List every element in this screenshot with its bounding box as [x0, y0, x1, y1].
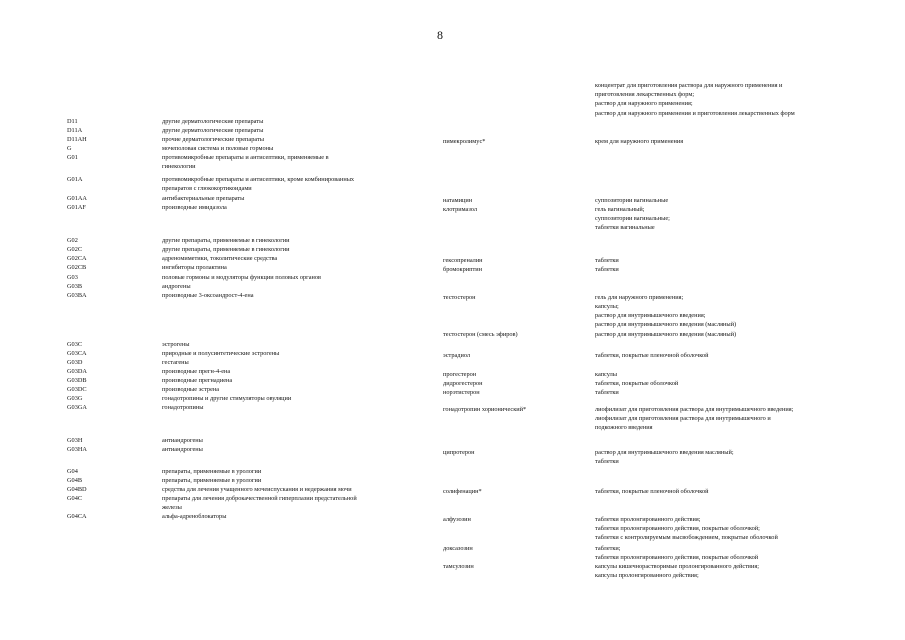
- group-name: препараты, применяемые в урологии: [162, 477, 262, 484]
- group-name: производные прегн-4-ена: [162, 368, 231, 375]
- dosage-form: капсулы: [595, 371, 618, 378]
- drug-name: гексопреналин: [443, 257, 483, 264]
- group-name: антиандрогены: [162, 437, 203, 444]
- atc-code: G03BA: [67, 292, 87, 299]
- dosage-form-cont: лиофилизат для приготовления раствора для внутримышечного и: [595, 415, 771, 422]
- group-name: производные эстрена: [162, 386, 220, 393]
- group-name: антиандрогены: [162, 446, 203, 453]
- group-name: препараты, применяемые в урологии: [162, 468, 262, 475]
- dosage-form: таблетки, покрытые пленочной оболочкой: [595, 488, 709, 495]
- group-name: производные имидазола: [162, 204, 227, 211]
- group-name: средства для лечения учащенного мочеиспускания и недержания мочи: [162, 486, 352, 493]
- dosage-form: раствор для внутримышечного введения масляный;: [595, 449, 734, 456]
- drug-name: дидрогестерон: [443, 380, 483, 387]
- dosage-form: крем для наружного применения: [595, 138, 684, 145]
- dosage-form: капсулы кишечнорастворимые пролонгированного действия;: [595, 563, 759, 570]
- atc-code: G01: [67, 154, 78, 161]
- dosage-form-cont: капсулы;: [595, 303, 619, 310]
- group-name: андрогены: [162, 283, 191, 290]
- atc-code: G02C: [67, 246, 83, 253]
- group-name: мочеполовая система и половые гормоны: [162, 145, 274, 152]
- atc-code: G01AF: [67, 204, 86, 211]
- dosage-form: таблетки, покрытые пленочной оболочкой: [595, 352, 709, 359]
- atc-code: G: [67, 145, 72, 152]
- group-name-cont: железы: [162, 504, 182, 511]
- group-name: ингибиторы пролактина: [162, 264, 227, 271]
- atc-code: G03DA: [67, 368, 87, 375]
- dosage-form-cont: таблетки с контролируемым высвобождением, покрытые оболочкой: [595, 534, 778, 541]
- form-line: раствор для наружного применения;: [595, 100, 693, 107]
- atc-code: D11: [67, 118, 78, 125]
- atc-code: G04B: [67, 477, 83, 484]
- form-line: приготовления лекарственных форм;: [595, 91, 695, 98]
- atc-code: G03C: [67, 341, 83, 348]
- atc-code: G04BD: [67, 486, 87, 493]
- group-name: адреномиметики, токолитические средства: [162, 255, 278, 262]
- group-name: другие препараты, применяемые в гинекологии: [162, 246, 290, 253]
- dosage-form: таблетки: [595, 266, 619, 273]
- group-name: другие дерматологические препараты: [162, 118, 264, 125]
- dosage-form: таблетки;: [595, 545, 621, 552]
- dosage-form: таблетки, покрытые оболочкой: [595, 380, 679, 387]
- atc-code: G03B: [67, 283, 83, 290]
- drug-name: прогестерон: [443, 371, 477, 378]
- drug-name: пимекролимус*: [443, 138, 486, 145]
- drug-name: тамсулозин: [443, 563, 474, 570]
- atc-code: G03G: [67, 395, 83, 402]
- group-name: половые гормоны и модуляторы функции половых органов: [162, 274, 322, 281]
- page-number: 8: [437, 28, 443, 42]
- dosage-form: таблетки: [595, 257, 619, 264]
- group-name: гонадотропины и другие стимуляторы овуляции: [162, 395, 292, 402]
- atc-code: G03CA: [67, 350, 87, 357]
- group-name: альфа-адреноблокаторы: [162, 513, 227, 520]
- atc-code: G03GA: [67, 404, 87, 411]
- group-name: гонадотропины: [162, 404, 204, 411]
- drug-name: ципротерон: [443, 449, 475, 456]
- dosage-form-cont: суппозитории вагинальные;: [595, 215, 670, 222]
- dosage-form: гель вагинальный;: [595, 206, 645, 213]
- group-name: противомикробные препараты и антисептики, применяемые в: [162, 154, 329, 161]
- drug-name: гонадотропин хорионический*: [443, 406, 527, 413]
- dosage-form: раствор для внутримышечного введения (масляный): [595, 331, 737, 338]
- dosage-form: лиофилизат для приготовления раствора для внутримышечного введения;: [595, 406, 794, 413]
- form-line: раствор для наружного применения и приготовления лекарственных форм: [595, 110, 795, 117]
- atc-code: G04: [67, 468, 78, 475]
- group-name-cont: гинекологии: [162, 163, 196, 170]
- group-name: гестагены: [162, 359, 189, 366]
- group-name: препараты для лечения доброкачественной гиперплазии предстательной: [162, 495, 357, 502]
- dosage-form: гель для наружного применения;: [595, 294, 684, 301]
- atc-code: G03: [67, 274, 78, 281]
- dosage-form-cont: раствор для внутримышечного введения (масляный): [595, 321, 737, 328]
- dosage-form: таблетки пролонгированного действия;: [595, 516, 701, 523]
- drug-name: алфузозин: [443, 516, 471, 523]
- group-name: производные прегнадиена: [162, 377, 233, 384]
- dosage-form-cont: капсулы пролонгированного действия;: [595, 572, 699, 579]
- group-name: другие препараты, применяемые в гинекологии: [162, 237, 290, 244]
- atc-code: G01A: [67, 176, 83, 183]
- dosage-form-cont: подкожного введения: [595, 424, 653, 431]
- atc-code: D11AH: [67, 136, 87, 143]
- group-name: прочие дерматологические препараты: [162, 136, 264, 143]
- dosage-form-cont: таблетки пролонгированного действия, покрытые оболочкой;: [595, 525, 760, 532]
- dosage-form-cont: таблетки вагинальные: [595, 224, 655, 231]
- drug-name: тестостерон: [443, 294, 476, 301]
- dosage-form: суппозитории вагинальные: [595, 197, 669, 204]
- group-name: эстрогены: [162, 341, 190, 348]
- drug-name: тестостерон (смесь эфиров): [443, 331, 518, 338]
- form-line: концентрат для приготовления раствора для наружного применения и: [595, 82, 783, 89]
- atc-code: G03HA: [67, 446, 87, 453]
- drug-name: доксазозин: [443, 545, 473, 552]
- drug-name: клотримазол: [443, 206, 478, 213]
- atc-code: G03D: [67, 359, 83, 366]
- dosage-form-cont: таблетки: [595, 458, 619, 465]
- group-name: противомикробные препараты и антисептики, кроме комбинированных: [162, 176, 355, 183]
- group-name: производные 3-оксоандрост-4-ена: [162, 292, 254, 299]
- dosage-form-cont: таблетки пролонгированного действия, покрытые оболочкой: [595, 554, 759, 561]
- atc-code: G04CA: [67, 513, 87, 520]
- drug-name: солифенацин*: [443, 488, 482, 495]
- drug-name: натамицин: [443, 197, 473, 204]
- group-name: другие дерматологические препараты: [162, 127, 264, 134]
- drug-name: норэтистерон: [443, 389, 480, 396]
- atc-code: G02CA: [67, 255, 87, 262]
- atc-code: D11A: [67, 127, 83, 134]
- atc-code: G02CB: [67, 264, 87, 271]
- atc-code: G03DC: [67, 386, 87, 393]
- group-name: природные и полусинтетические эстрогены: [162, 350, 280, 357]
- atc-code: G03DB: [67, 377, 87, 384]
- group-name: антибактериальные препараты: [162, 195, 245, 202]
- atc-code: G01AA: [67, 195, 87, 202]
- group-name-cont: препаратов с глюкокортикоидами: [162, 185, 252, 192]
- drug-name: эстрадиол: [443, 352, 471, 359]
- atc-code: G02: [67, 237, 78, 244]
- dosage-form: таблетки: [595, 389, 619, 396]
- drug-name: бромокриптин: [443, 266, 482, 273]
- atc-code: G03H: [67, 437, 83, 444]
- atc-code: G04C: [67, 495, 83, 502]
- dosage-form-cont: раствор для внутримышечного введения;: [595, 312, 706, 319]
